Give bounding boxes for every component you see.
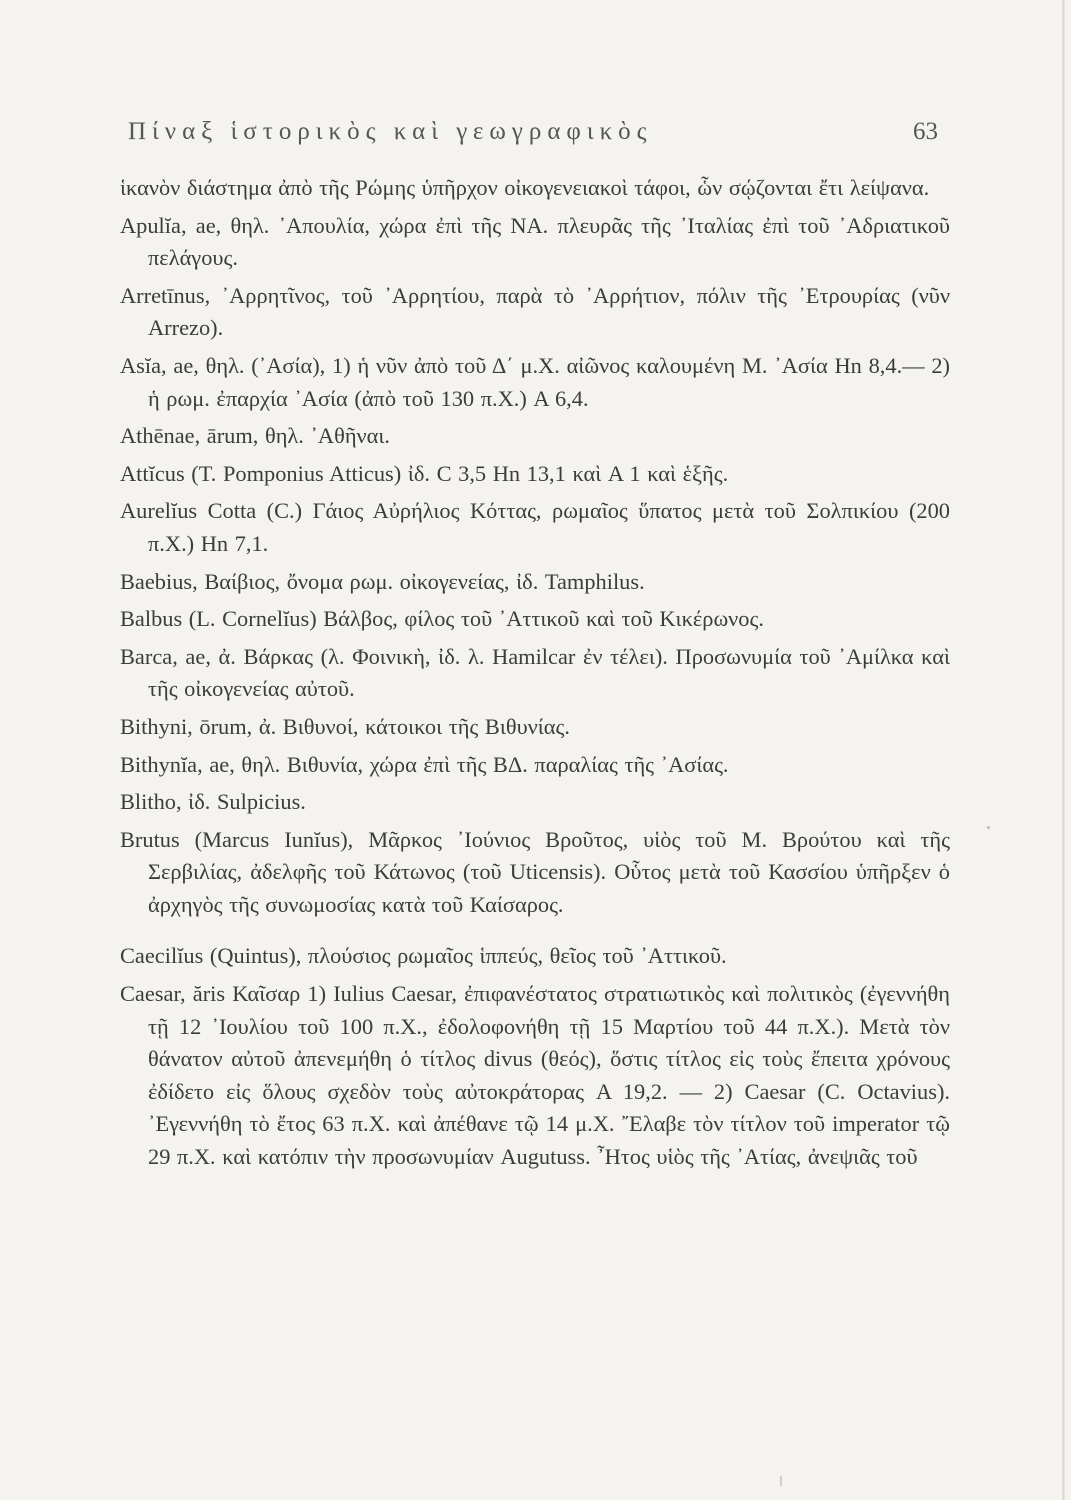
entry-balbus: Balbus (L. Cornelĭus) Βάλβος, φίλος τοῦ ᾿Αττικοῦ καὶ τοῦ Κικέρωνος.: [120, 606, 764, 632]
entry-asia: Asĭa, ae, θηλ. (᾿Ασία), 1) ἡ νῦν ἀπὸ τοῦ Δ΄ μ.Χ. αἰῶνος καλουμένη Μ. ᾿Ασία Hn 8,4.— 2) ἡ ρωμ. ἐπαρχία ᾿Ασία (ἀπὸ τοῦ 130 π.Χ.) A 6,4.: [120, 352, 950, 411]
margin-dot: [987, 826, 990, 829]
entry-blitho: Blitho, ἰδ. Sulpicius.: [120, 789, 306, 815]
entry-caesar: Caesar, ăris Καῖσαρ 1) Iulius Caesar, ἐπιφανέστατος στρατιωτικὸς καὶ πολιτικὸς (ἐγεννήθη τῇ 12 ᾿Ιουλίου τοῦ 100 π.Χ., ἐδολοφονήθη τῇ 15 Μαρτίου τοῦ 44 π.Χ.). Μετὰ τὸν θάνατον αὐτοῦ ἀπενεμήθη ὁ τίτλος divus (θεός), ὅστις τίτλος εἰς τοὺς ἔπειτα χρόνους ἐδίδετο εἰς ὅλους σχεδὸν τοὺς αὐτοκράτορας A 19,2. — 2) Caesar (C. Octavius). ᾿Εγεννήθη τὸ ἔτος 63 π.Χ. καὶ ἀπέθανε τῷ 14 μ.Χ. ῎Ελαβε τὸν τίτλον τοῦ imperator τῷ 29 π.Χ. καὶ κατόπιν τὴν προσωνυμίαν Augutuss. ῏Ητος υἱὸς τῆς ᾿Ατίας, ἀνεψιᾶς τοῦ: [120, 981, 950, 1170]
entry-athenae: Athēnae, ārum, θηλ. ᾿Αθῆναι.: [120, 423, 391, 449]
entry-caecilius: Caecilĭus (Quintus), πλούσιος ρωμαῖος ἱππεύς, θεῖος τοῦ ᾿Αττικοῦ.: [120, 943, 727, 969]
entry-baebius: Baebius, Βαίβιος, ὄνομα ρωμ. οἰκογενείας, ἰδ. Tamphilus.: [120, 568, 645, 594]
entry-arretinus: Arretīnus, ᾿Αρρητῖνος, τοῦ ᾿Αρρητίου, παρὰ τὸ ᾿Αρρήτιον, πόλιν τῆς ᾿Ετρουρίας (νῦν Arrezo).: [120, 282, 950, 341]
entry-brutus: Brutus (Marcus Iunĭus), Μᾶρκος ᾿Ιούνιος Βροῦτος, υἱὸς τοῦ Μ. Βρούτου καὶ τῆς Σερβιλίας, ἀδελφῆς τοῦ Κάτωνος (τοῦ Uticensis). Οὗτος μετὰ τοῦ Κασσίου ὑπῆρξεν ὁ ἀρχηγὸς τῆς συνωμοσίας κατὰ τοῦ Καίσαρος.: [120, 826, 950, 917]
page-edge-rule: [1062, 0, 1065, 1500]
index-entries: [120, 172, 950, 1179]
entry-bithynia: Bithynĭa, ae, θηλ. Βιθυνία, χώρα ἐπὶ τῆς ΒΔ. παραλίας τῆς ᾿Ασίας.: [120, 751, 729, 777]
entry-apulia: Apulĭa, ae, θηλ. ᾿Απουλία, χώρα ἐπὶ τῆς ΝΑ. πλευρᾶς τῆς ᾿Ιταλίας ἐπὶ τοῦ ᾿Αδριατικοῦ πελάγους.: [120, 212, 950, 271]
entry-atticus: Attĭcus (T. Pomponius Atticus) ἰδ. C 3,5 Hn 13,1 καὶ A 1 καὶ ἑξῆς.: [120, 460, 729, 486]
page-header: [128, 118, 938, 152]
running-title: Πίναξ ἱστορικὸς καὶ γεωγραφικὸς: [128, 118, 653, 145]
entry-barca: Barca, ae, ἀ. Βάρκας (λ. Φοινικὴ, ἰδ. λ. Hamilcar ἐν τέλει). Προσωνυμία τοῦ ᾿Αμίλκα καὶ τῆς οἰκογενείας αὐτοῦ.: [120, 643, 950, 702]
spacer: [120, 926, 950, 940]
page-number: 63: [913, 118, 938, 145]
bottom-mark: [780, 1476, 782, 1486]
entry-aurelius-cotta: Aurelĭus Cotta (C.) Γάιος Αὐρήλιος Κόττας, ρωμαῖος ὕπατος μετὰ τοῦ Σολπικίου (200 π.Χ.) Hn 7,1.: [120, 498, 950, 556]
entry-bithyni: Bithyni, ōrum, ἀ. Βιθυνοί, κάτοικοι τῆς Βιθυνίας.: [120, 713, 570, 739]
entry-continued-text: ἱκανὸν διάστημα ἀπὸ τῆς Ρώμης ὑπῆρχον οἰκογενειακοὶ τάφοι, ὧν σῴζονται ἔτι λείψανα.: [120, 175, 930, 200]
